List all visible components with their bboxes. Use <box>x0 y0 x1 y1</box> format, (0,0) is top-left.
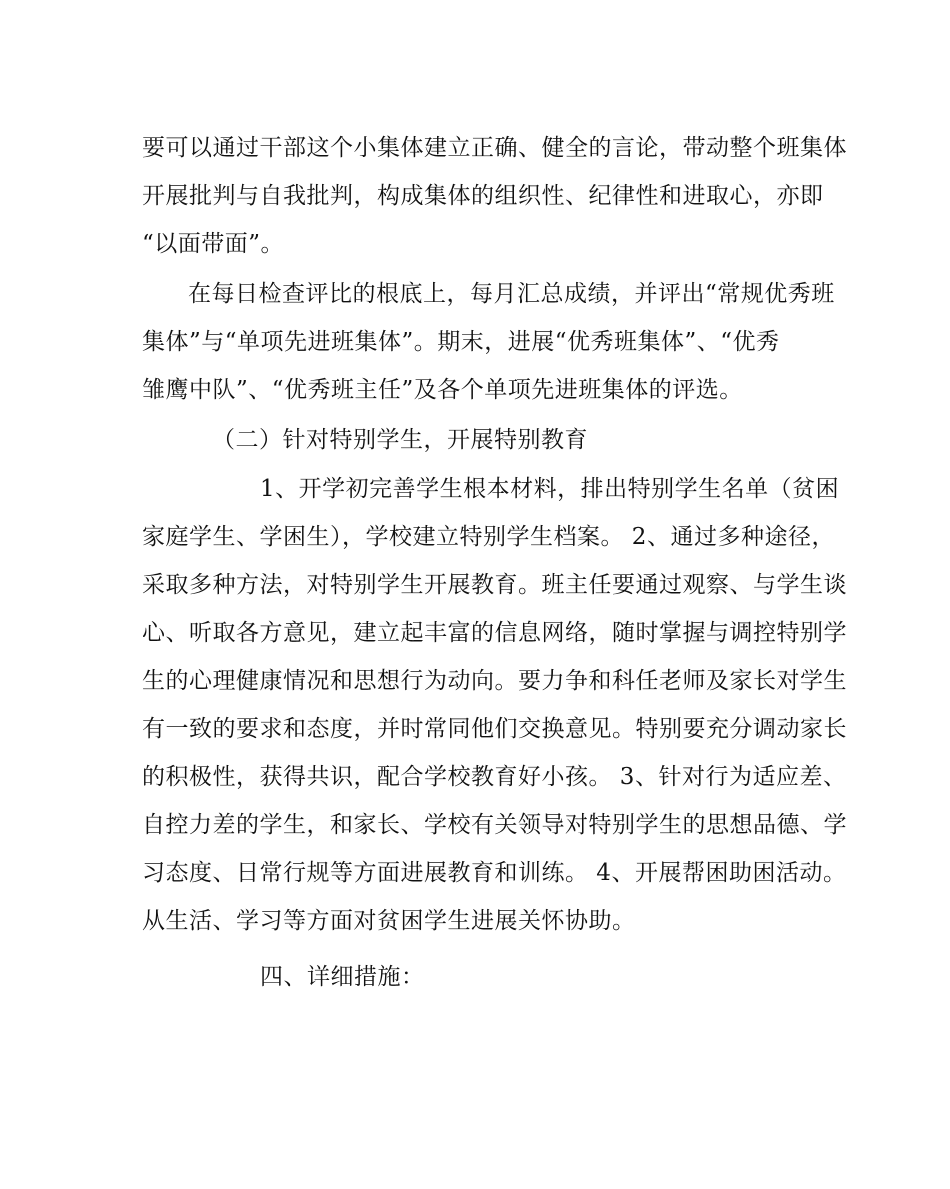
text-line: 自控力差的学生，和家长、学校有关领导对特别学生的思想品德、学 <box>142 812 847 838</box>
text-line: 采取多种方法，对特别学生开展教育。班主任要通过观察、与学生谈 <box>142 572 847 598</box>
text-line: 雏鹰中队”、“优秀班主任”及各个单项先进班集体的评选。 <box>142 377 743 403</box>
text-line: 1、开学初完善学生根本材料，排出特别学生名单（贫困 <box>260 476 840 502</box>
text-line: 集体”与“单项先进班集体”。期末，进展“优秀班集体”、“优秀 <box>142 329 780 355</box>
text-line: 生的心理健康情况和思想行为动向。要力争和科任老师及家长对学生 <box>142 668 847 694</box>
text-line: 开展批判与自我批判，构成集体的组织性、纪律性和进取心，亦即 <box>142 183 824 209</box>
text-line: 家庭学生、学困生），学校建立特别学生档案。 2、通过多种途径， <box>142 524 835 550</box>
text-line: 有一致的要求和态度，并时常同他们交换意见。特别要充分调动家长 <box>142 716 847 742</box>
text-line: 在每日检查评比的根底上，每月汇总成绩，并评出“常规优秀班 <box>188 281 835 307</box>
text-line: “以面带面”。 <box>142 231 285 257</box>
text-line: 从生活、学习等方面对贫困学生进展关怀协助。 <box>142 908 636 934</box>
text-line: 心、听取各方意见，建立起丰富的信息网络，随时掌握与调控特别学 <box>142 620 847 646</box>
text-line: 要可以通过干部这个小集体建立正确、健全的言论，带动整个班集体 <box>142 135 847 161</box>
text-line: 习态度、日常行规等方面进展教育和训练。 4、开展帮困助困活动。 <box>142 860 847 886</box>
text-line: 的积极性，获得共识，配合学校教育好小孩。 3、针对行为适应差、 <box>142 764 847 790</box>
section-heading: （二）针对特别学生，开展特别教育 <box>212 427 588 453</box>
section-heading: 四、详细措施： <box>260 964 425 990</box>
